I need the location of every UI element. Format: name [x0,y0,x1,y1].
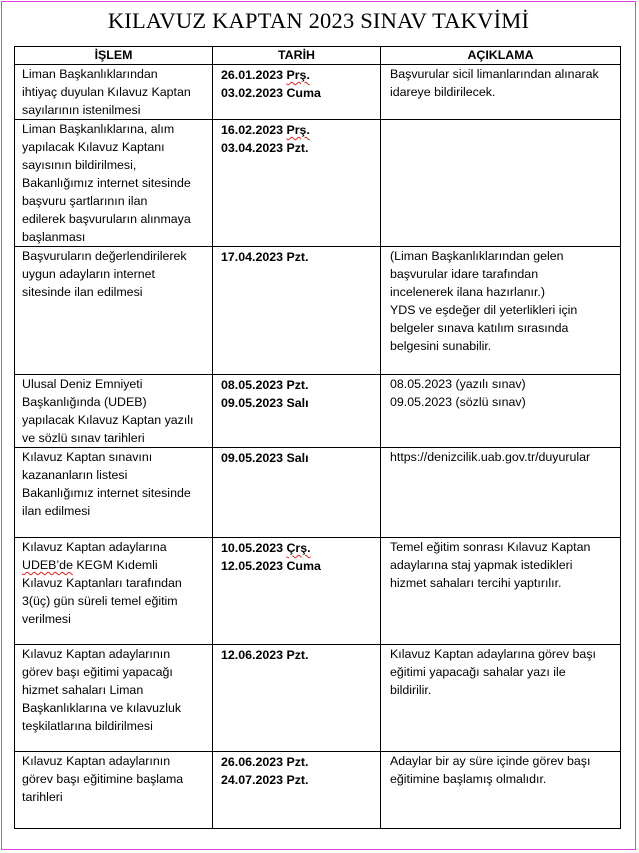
islem-line: kazananların listesi [22,468,128,482]
tarih-cell [213,645,381,752]
day-abbrev: Prş. [286,123,310,137]
aciklama-line: eğitimi yapacağı sahalar yazı ile [390,665,566,679]
date-line [221,84,374,102]
date-line [221,646,374,664]
tarih-cell [213,448,381,538]
header-islem: İŞLEM [15,47,213,65]
schedule-table [14,46,621,829]
day-abbrev: Pzt. [286,141,309,155]
islem-line: başlanması [22,230,86,244]
islem-line: UDEB’de KEGM Kıdemli [22,558,158,572]
header-aciklama: AÇIKLAMA [381,47,621,65]
islem-line: sitesinde ilan edilmesi [22,285,143,299]
aciklama-cell [381,120,621,247]
date-value: 09.05.2023 [221,451,284,465]
tarih-cell [213,247,381,375]
aciklama-line: idareye bildirilecek. [390,85,496,99]
islem-line: sayısının bildirilmesi, [22,158,137,172]
date-value: 26.01.2023 [221,68,284,82]
aciklama-cell [381,247,621,375]
date-value: 08.05.2023 [221,378,284,392]
islem-line: görev başı eğitimi yapacağı [22,665,173,679]
islem-line: Kılavuz Kaptan adaylarının [22,754,171,768]
date-line [221,771,374,789]
aciklama-line: eğitimine başlamış olmalıdır. [390,772,547,786]
tarih-cell [213,65,381,120]
islem-line: yapılacak Kılavuz Kaptan yazılı [22,413,194,427]
islem-cell [15,448,213,538]
islem-line: tarihleri [22,790,63,804]
document-title: KILAVUZ KAPTAN 2023 SINAV TAKVİMİ [107,8,530,33]
islem-line: Başkanlığında (UDEB) [22,395,147,409]
tarih-cell [213,375,381,448]
date-line [221,449,374,467]
islem-line: Kılavuz Kaptanları tarafından [22,576,182,590]
table-row [15,375,621,448]
date-line [221,376,374,394]
islem-line: verilmesi [22,612,71,626]
day-abbrev: Prş. [286,68,310,82]
table-row [15,247,621,375]
table-row [15,120,621,247]
day-abbrev: Pzt. [286,773,309,787]
islem-line: 3(üç) gün süreli temel eğitim [22,594,178,608]
aciklama-line: belgeler sınava katılım sırasında [390,321,569,335]
aciklama-line: adaylarına staj yapmak istedikleri [390,558,573,572]
aciklama-line: bildirilir. [390,683,432,697]
islem-line: Liman Başkanlıklarına, alım [22,122,175,136]
date-value: 03.02.2023 [221,86,284,100]
islem-line: Başvuruların değerlendirilerek [22,249,187,263]
day-abbrev: Pzt. [286,648,309,662]
date-value: 17.04.2023 [221,250,284,264]
islem-line: Başkanlıklarına ve kılavuzluk [22,701,182,715]
date-line [221,66,374,84]
aciklama-cell [381,448,621,538]
islem-cell [15,247,213,375]
islem-line: başvuru şartlarının ilan [22,194,148,208]
aciklama-line: incelenerek ilana hazırlanır.) [390,285,545,299]
spellcheck-mark: UDEB’de [22,558,73,572]
tarih-cell [213,538,381,645]
day-abbrev: Salı [286,451,309,465]
islem-line: edilerek başvuruların alınmaya [22,212,191,226]
islem-line: yapılacak Kılavuz Kaptanı [22,140,165,154]
table-header-row [15,47,621,65]
islem-cell [15,65,213,120]
aciklama-line: başvurular idare tarafından [390,267,539,281]
aciklama-line: belgesini sunabilir. [390,339,492,353]
date-value: 16.02.2023 [221,123,284,137]
table-row [15,65,621,120]
islem-cell [15,645,213,752]
aciklama-cell [381,375,621,448]
date-line [221,121,374,139]
islem-line: sayılarının istenilmesi [22,103,141,117]
tarih-cell [213,120,381,247]
aciklama-line: Başvurular sicil limanlarından alınarak [390,67,599,81]
date-value: 10.05.2023 [221,541,284,555]
islem-line: Liman Başkanlıklarından [22,67,158,81]
islem-line: Bakanlığımız internet sitesinde [22,176,191,190]
aciklama-line: Adaylar bir ay süre içinde görev başı [390,754,591,768]
islem-line: hizmet sahaları Liman [22,683,144,697]
date-line [221,539,374,557]
islem-line: ihtiyaç duyulan Kılavuz Kaptan [22,85,191,99]
aciklama-line: 09.05.2023 (sözlü sınav) [390,395,526,409]
aciklama-cell [381,645,621,752]
islem-line: Kılavuz Kaptan adaylarına [22,540,167,554]
day-abbrev: Salı [286,396,309,410]
aciklama-cell [381,538,621,645]
table-row [15,448,621,538]
aciklama-line: Kılavuz Kaptan adaylarına görev başı [390,647,596,661]
islem-line: ilan edilmesi [22,504,91,518]
aciklama-line: https://denizcilik.uab.gov.tr/duyurular [390,450,591,464]
islem-cell [15,120,213,247]
tarih-cell [213,752,381,829]
day-abbrev: Pzt. [286,378,309,392]
day-abbrev: Çrş. [286,541,311,555]
aciklama-line: (Liman Başkanlıklarından gelen [390,249,564,263]
date-line [221,557,374,575]
islem-line: uygun adayların internet [22,267,155,281]
islem-cell [15,375,213,448]
date-line [221,139,374,157]
day-abbrev: Cuma [286,559,321,573]
date-value: 12.06.2023 [221,648,284,662]
date-line [221,753,374,771]
date-value: 09.05.2023 [221,396,284,410]
aciklama-line: hizmet sahaları tercihi yaptırılır. [390,576,562,590]
date-value: 26.06.2023 [221,755,284,769]
aciklama-line: 08.05.2023 (yazılı sınav) [390,377,526,391]
aciklama-line: Temel eğitim sonrası Kılavuz Kaptan [390,540,591,554]
islem-line: Kılavuz Kaptan sınavını [22,450,153,464]
table-row [15,645,621,752]
islem-line: Bakanlığımız internet sitesinde [22,486,191,500]
header-tarih: TARİH [213,47,381,65]
day-abbrev: Cuma [286,86,321,100]
aciklama-cell [381,752,621,829]
aciklama-cell [381,65,621,120]
islem-line: ve sözlü sınav tarihleri [22,431,145,445]
table-row [15,538,621,645]
date-line [221,394,374,412]
islem-line: Kılavuz Kaptan adaylarının [22,647,171,661]
islem-line: teşkilatlarına bildirilmesi [22,719,153,733]
islem-cell [15,538,213,645]
aciklama-line: YDS ve eşdeğer dil yeterlikleri için [390,303,578,317]
date-line [221,248,374,266]
date-value: 03.04.2023 [221,141,284,155]
islem-cell [15,752,213,829]
day-abbrev: Pzt. [286,755,309,769]
islem-line: Ulusal Deniz Emniyeti [22,377,143,391]
document-page [1,1,636,850]
day-abbrev: Pzt. [286,250,309,264]
table-row [15,752,621,829]
date-value: 24.07.2023 [221,773,284,787]
date-value: 12.05.2023 [221,559,284,573]
islem-line: görev başı eğitimine başlama [22,772,184,786]
